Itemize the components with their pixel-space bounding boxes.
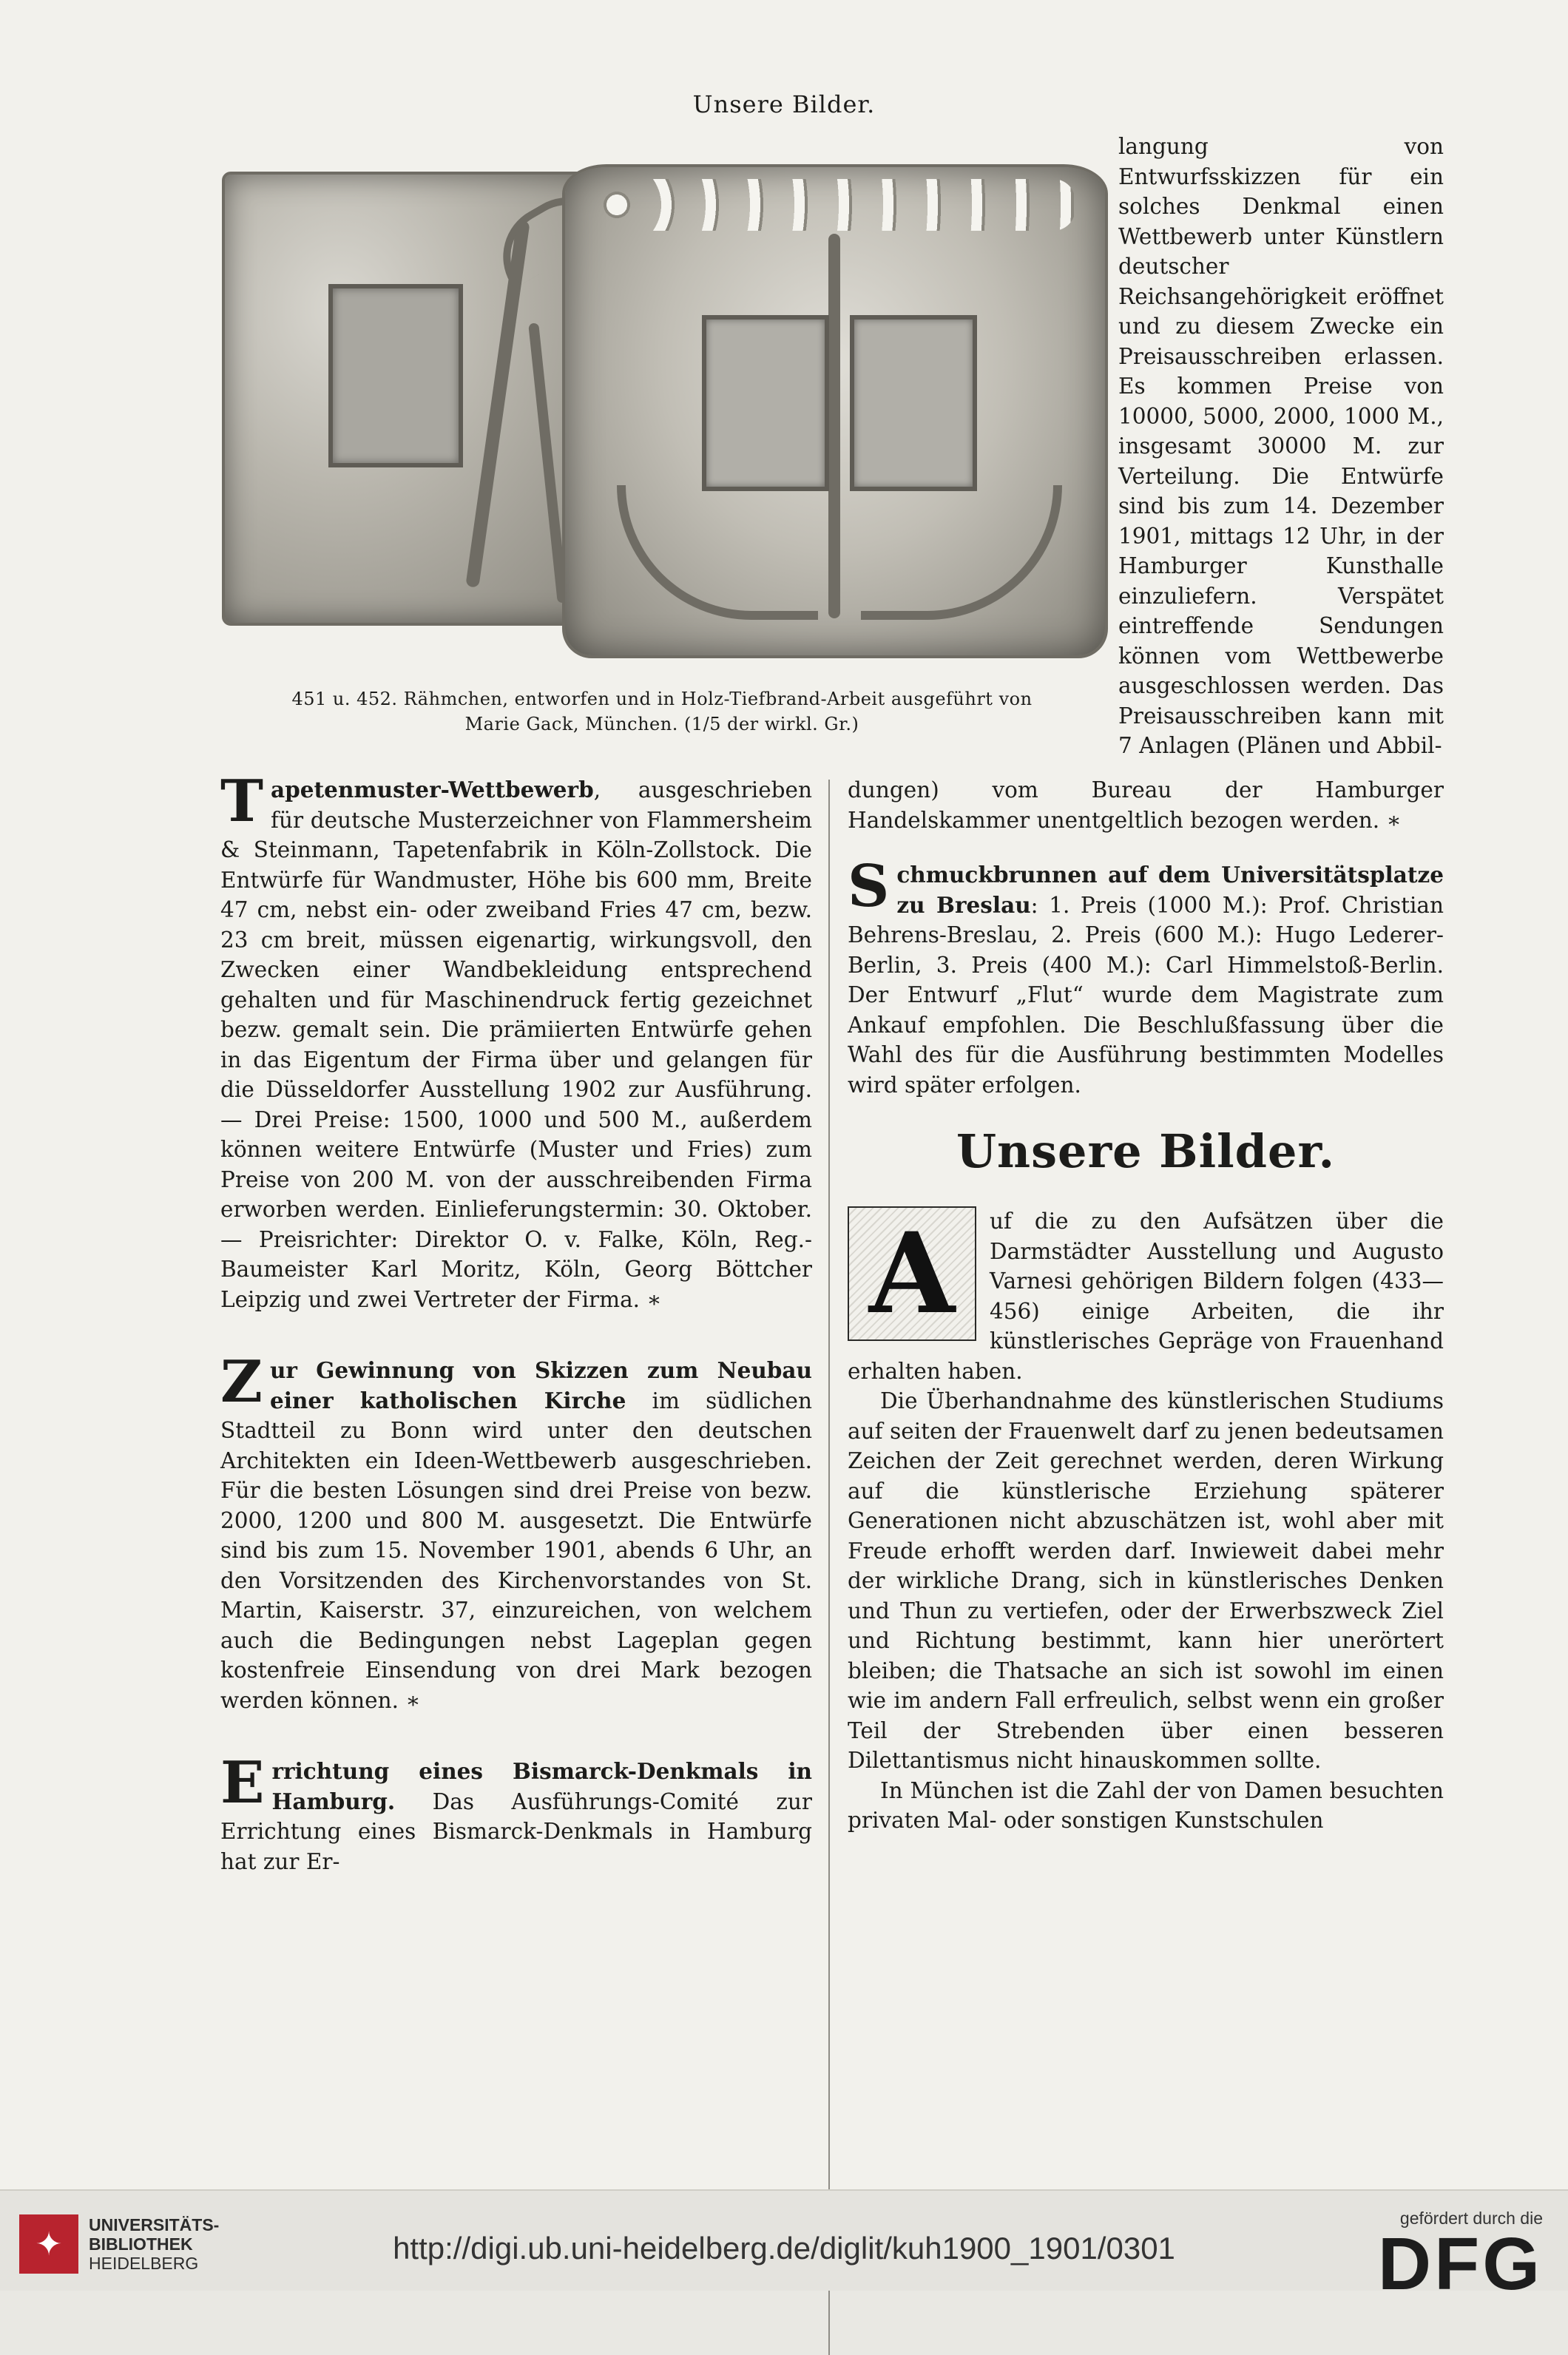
ornamental-initial: A xyxy=(848,1206,976,1341)
figure-caption xyxy=(222,686,1102,737)
column-rule xyxy=(828,780,830,2355)
permalink-url[interactable]: http://digi.ub.uni-heidelberg.de/diglit/kuh1900_1901/0301 xyxy=(393,2231,1175,2266)
article-continuation: dungen) vom Bureau der Hamburger Handelskammer unentgeltlich bezogen werden. ∗ xyxy=(848,777,1444,833)
article-tapetenmuster xyxy=(220,768,812,1314)
article-schmuckbrunnen xyxy=(848,853,1444,1100)
article-text: : 1. Preis (1000 M.): Prof. Christian Behrens-Breslau, 2. Preis (600 M.): Hugo Lederer-Berlin, 3. Preis (400 M.): Carl Himmelstoß-Berlin. Der Entwurf „Flut“ wurde dem Magistrate zum Ankauf empfohlen. Die Beschlußfassung über die Wahl des für die Ausführung bestimmten Modelles wird später erfolgen. xyxy=(848,892,1444,1098)
caption-line: 451 u. 452. Rähmchen, entworfen und in Holz-Tiefbrand-Arbeit ausgeführt von xyxy=(291,689,1033,709)
paragraph: langung von Entwurfsskizzen für ein solches Denkmal einen Wettbewerb unter Künstlern deutscher Reichsangehörigkeit eröffnet und zu diesem Zwecke ein Preisausschreiben erlassen. Es kommen Preise von 10000, 5000, 2000, 1000 M., insgesamt 30000 M. zur Verteilung. Die Entwürfe sind bis zum 14. Dezember 1901, mittags 12 Uhr, in der Hamburger Kunsthalle einzuliefern. Verspätet eintreffende Sendungen können vom Wettbewerbe ausgeschlossen werden. Das Preisausschreiben kann mit 7 Anlagen (Plänen und Abbil- xyxy=(1118,134,1444,758)
paragraph-text: uf die zu den Aufsätzen über die Darmstädter Ausstellung und Augusto Varnesi gehörigen Bildern folgen (433—456) einige Arbeiten, die ihr künstlerisches Gepräge von Frauenhand erhalten haben. xyxy=(848,1209,1444,1384)
drop-initial: Z xyxy=(220,1348,263,1416)
library-crest-icon: ✦ xyxy=(19,2214,78,2274)
dfg-wordmark: DFG xyxy=(1377,2223,1543,2305)
left-column xyxy=(220,768,812,1876)
caption-line: Marie Gack, München. (1/5 der wirkl. Gr.) xyxy=(464,714,859,734)
figure-451-frame xyxy=(222,172,612,626)
drop-initial: E xyxy=(220,1749,265,1817)
article-heading: ur Gewinnung von Skizzen zum Neubau einer katholischen Kirche xyxy=(269,1357,812,1413)
right-column xyxy=(848,775,1444,1836)
figure-452-frame xyxy=(562,164,1108,658)
ornament-arc xyxy=(861,485,1062,620)
library-name-line: BIBLIOTHEK xyxy=(89,2234,193,2254)
drop-initial: T xyxy=(220,768,264,835)
dfg-label: gefördert durch die xyxy=(1399,2209,1543,2228)
article-bismarck xyxy=(220,1749,812,1876)
ornament-arc xyxy=(617,485,818,620)
article-heading: rrichtung eines Bismarck-Denkmals in Hamburg. xyxy=(271,1758,812,1814)
running-head: Unsere Bilder. xyxy=(692,90,876,118)
article-text: im südlichen Stadtteil zu Bonn wird unter den deutschen Architekten ein Ideen-Wettbewerb ausgeschrieben. Für die besten Lösungen sind drei Preise von bezw. 2000, 1200 und 800 M. ausgesetzt. Die Entwürfe sind bis zum 15. November 1901, abends 6 Uhr, an den Vorsitzenden des Kirchenvorstandes von St. Martin, Kaiserstr. 37, einzureichen, von welchem auch die Bedingungen nebst Lageplan gegen kostenfreie Einsendung von drei Mark bezogen werden können. ∗ xyxy=(220,1388,812,1713)
article-text: , ausgeschrieben für deutsche Musterzeichner von Flammersheim & Steinmann, Tapetenfabrik in Köln-Zollstock. Die Entwürfe für Wandmuster, Höhe bis 600 mm, Breite 47 cm, nebst ein- oder zweiband Fries 47 cm, bezw. 23 cm breit, müssen eigenartig, wirkungsvoll, den Zwecken einer Wandbekleidung entsprechend gehalten und für Maschinendruck fertig gezeichnet bezw. gemalt sein. Die prämiierten Entwürfe gehen in das Eigentum der Firma über und gelangen für die Düsseldorfer Ausstellung 1902 zur Ausführung. — Drei Preise: 1500, 1000 und 500 M., außerdem können weitere Entwürfe (Muster und Fries) zum Preise von 200 M. von der ausschreibenden Firma erworben werden. Einlieferungstermin: 30. Oktober. — Preisrichter: Direktor O. v. Falke, Köln, Reg.-Baumeister Karl Moritz, Köln, Georg Böttcher Leipzig und zwei Vertreter der Firma. ∗ xyxy=(220,777,812,1312)
frame-window xyxy=(328,284,463,467)
paragraph-intro xyxy=(848,1206,1444,1386)
article-heading: apetenmuster-Wettbewerb xyxy=(271,777,594,803)
article-heading: chmuckbrunnen auf dem Universitätsplatze zu Breslau xyxy=(896,862,1444,918)
right-top-column xyxy=(1118,132,1444,761)
article-text: Das Ausführungs-Comité zur Errichtung eines Bismarck-Denkmals in Hamburg hat zur Er- xyxy=(220,1788,812,1874)
section-title: Unsere Bilder. xyxy=(956,1124,1336,1178)
drop-initial: S xyxy=(848,853,890,920)
frame-window-right xyxy=(850,315,977,491)
paragraph: In München ist die Zahl der von Damen besuchten privaten Mal- oder sonstigen Kunstschulen xyxy=(848,1777,1444,1833)
paragraph: Die Überhandnahme des künstlerischen Studiums auf seiten der Frauenwelt darf zu jenen bedeutsamen Zeichen der Zeit gerechnet werden, deren Wirkung auf die künstlerische Erziehung späterer Generationen nicht abzuschätzen ist, wohl aber mit Freude erhofft werden darf. Inwieweit dabei mehr der wirkliche Drang, sich in künstlerisches Denken und Thun zu vertiefen, oder der Erwerbszweck Ziel und Richtung bestimmt, kann hier unerörtert bleiben; die Thatsache an sich ist sowohl im einen wie im andern Fall erfreulich, selbst wenn ein großer Teil der Strebenden über einen besseren Dilettantismus nicht hinauskommen sollte. xyxy=(848,1388,1444,1773)
dfg-logo[interactable] xyxy=(1377,2209,1543,2305)
ornament-stem xyxy=(828,234,840,618)
ornament-flowers xyxy=(595,179,1075,231)
library-name-line: HEIDELBERG xyxy=(89,2254,199,2273)
frame-window-left xyxy=(702,315,829,491)
article-kirche xyxy=(220,1348,812,1715)
library-name-line: UNIVERSITÄTS- xyxy=(89,2215,220,2234)
